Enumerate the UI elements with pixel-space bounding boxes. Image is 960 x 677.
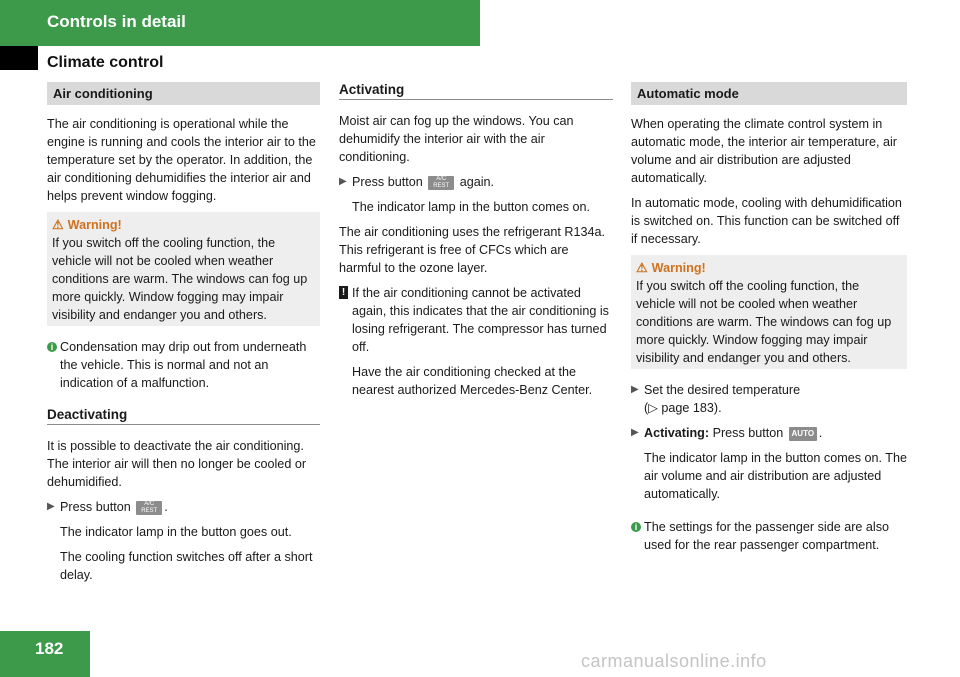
step-arrow-icon: ▶	[631, 427, 639, 438]
caution-note-followup: Have the air conditioning checked at the nearest authorized Mercedes-Benz Center.	[352, 365, 593, 397]
info-icon: i	[47, 342, 57, 352]
activating-intro: Moist air can fog up the windows. You can dehumidify the interior air with the air conditioning.	[339, 114, 574, 164]
result-auto-on: The indicator lamp in the button comes on. The air volume and air distribution are adjusted automatically.	[644, 451, 907, 501]
info-note: i Condensation may drip out from underneath the vehicle. This is normal and not an indication of a malfunction.	[47, 338, 320, 392]
step-set-temperature: ▶ Set the desired temperature (▷ page 183).	[631, 383, 801, 415]
watermark: carmanualsonline.info	[581, 651, 767, 671]
page-reference: (▷ page 183).	[644, 401, 722, 415]
warning-icon: ⚠	[636, 260, 648, 275]
subsection-title: Climate control	[47, 54, 164, 71]
warning-text: If you switch off the cooling function, the vehicle will not be cooled when weather conditions are warm. The windows can fog up more quickly. Window fogging may impair visibility and endanger you and others.	[636, 279, 892, 365]
section-title: Controls in detail	[47, 12, 186, 31]
info-icon: i	[631, 522, 641, 532]
step-arrow-icon: ▶	[631, 384, 639, 395]
refrigerant-text: The air conditioning uses the refrigerant R134a. This refrigerant is free of CFCs which are harmful to the ozone layer.	[339, 225, 606, 275]
caution-note: ! If the air conditioning cannot be activated again, this indicates that the air conditioning is losing refrigerant. The compressor has turned off.	[339, 284, 613, 356]
warning-text: If you switch off the cooling function, the vehicle will not be cooled when weather conditions are warm. The windows can fog up more quickly. Window fogging may impair visibility and endanger you and others.	[52, 236, 308, 322]
automatic-intro: When operating the climate control system in automatic mode, the interior air temperature, air volume and air distribution are adjusted automatically.	[631, 117, 897, 185]
column-right	[631, 82, 907, 561]
step-arrow-icon: ▶	[47, 501, 55, 512]
warning-box	[47, 212, 320, 326]
step-arrow-icon: ▶	[339, 176, 347, 187]
heading-activating: Activating	[339, 82, 613, 100]
heading-deactivating: Deactivating	[47, 407, 320, 425]
warning-icon: ⚠	[52, 217, 64, 232]
auto-button-icon: AUTO	[789, 427, 817, 441]
step-activate-auto: ▶ Activating: Press button AUTO .	[631, 426, 823, 440]
step-press-ac-again: ▶ Press button A/C REST again.	[339, 175, 495, 189]
header-tab-marker	[0, 46, 38, 70]
ac-intro-text: The air conditioning is operational while the engine is running and cools the interior air to the temperature set by the operator. In addition, the air conditioning dehumidifies the interior air and helps prevent window fogging.	[47, 117, 316, 203]
warning-title: ⚠ Warning!	[636, 260, 706, 275]
heading-automatic-mode: Automatic mode	[631, 82, 907, 105]
info-note: i The settings for the passenger side are also used for the rear passenger compartment.	[631, 518, 907, 554]
ac-button-icon: A/C REST	[136, 501, 162, 515]
result-lamp-on: The indicator lamp in the button comes on.	[352, 200, 591, 214]
warning-title: ⚠ Warning!	[52, 217, 122, 232]
automatic-cooling-text: In automatic mode, cooling with dehumidification is switched on. This function can be switched off if necessary.	[631, 196, 902, 246]
column-left	[47, 82, 320, 591]
caution-icon: !	[339, 286, 348, 299]
ac-button-icon: A/C REST	[428, 176, 454, 190]
warning-box	[631, 255, 907, 369]
page-number: 182	[35, 639, 64, 658]
column-middle	[339, 82, 613, 406]
deactivating-intro: It is possible to deactivate the air conditioning. The interior air will then no longer be cooled or dehumidified.	[47, 439, 307, 489]
step-press-ac: ▶ Press button A/C REST .	[47, 500, 168, 514]
result-lamp-out: The indicator lamp in the button goes out.	[60, 525, 292, 539]
heading-air-conditioning: Air conditioning	[47, 82, 320, 105]
result-cooling-off: The cooling function switches off after a short delay.	[60, 550, 313, 582]
